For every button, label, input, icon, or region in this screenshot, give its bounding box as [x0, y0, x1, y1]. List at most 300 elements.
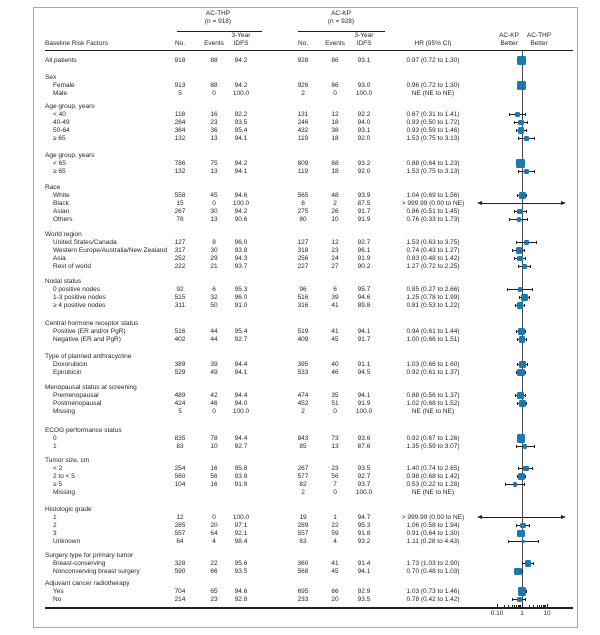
thp-no: 15: [176, 200, 184, 207]
row-label: Breast-conserving: [53, 560, 106, 567]
thp-idfs: 93.7: [234, 263, 248, 270]
kp-no: 474: [297, 392, 309, 399]
thp-idfs: 94.3: [234, 255, 248, 262]
kp-no: 360: [297, 560, 309, 567]
axis-minor-tick: [533, 605, 534, 607]
kp-idfs: 93.6: [357, 435, 371, 442]
thp-events: 45: [210, 192, 218, 199]
kp-idfs: 93.5: [357, 465, 371, 472]
thp-events: 64: [210, 530, 218, 537]
row-label: ≥ 4 positive nodes: [53, 302, 106, 309]
thp-events: 88: [210, 82, 218, 89]
hr-ci-text: > 999.99 (0.00 to NE): [401, 514, 465, 521]
kp-idfs: 93.0: [357, 82, 371, 89]
kp-events: 18: [331, 168, 339, 175]
hr-ci-text: 1.53 (0.63 to 3.75): [406, 239, 460, 246]
hr-ci-text: 1.00 (0.66 to 1.51): [406, 336, 460, 343]
kp-idfs: 93.9: [357, 192, 371, 199]
kp-idfs: 100.0: [355, 408, 373, 415]
thp-no: 132: [174, 135, 186, 142]
kp-no: 119: [297, 135, 309, 142]
thp-no: 529: [174, 369, 186, 376]
thp-no: 252: [174, 255, 186, 262]
thp-no: 913: [174, 82, 186, 89]
kp-no: 127: [297, 239, 309, 246]
hr-ci-text: 1.11 (0.28 to 4.43): [406, 538, 460, 545]
column-header-thp-3year: 3-Year: [231, 32, 251, 39]
kp-idfs: 94.1: [357, 568, 371, 575]
kp-no: 246: [297, 119, 309, 126]
hr-ci-text: 1.02 (0.68 to 1.52): [406, 400, 460, 407]
kp-idfs: 87.5: [357, 200, 371, 207]
thp-idfs: 94.4: [234, 392, 248, 399]
kp-no: 557: [297, 530, 309, 537]
kp-events: 39: [331, 294, 339, 301]
kp-no: 233: [297, 596, 309, 603]
hr-ci-text: 1.06 (0.58 to 1.94): [406, 522, 460, 529]
row-label: Asian: [53, 208, 70, 215]
hr-ci-text: 1.53 (0.75 to 3.13): [406, 135, 460, 142]
thp-no: 127: [174, 239, 186, 246]
kp-no: 409: [297, 336, 309, 343]
kp-idfs: 91.9: [357, 255, 371, 262]
kp-no: 275: [297, 208, 309, 215]
thp-events: 29: [210, 255, 218, 262]
kp-idfs: 92.0: [357, 135, 371, 142]
kp-events: 27: [331, 263, 339, 270]
hr-ci-text: 0.81 (0.53 to 1.22): [406, 302, 460, 309]
thp-idfs: 94.2: [234, 57, 248, 64]
thp-idfs: 92.1: [234, 530, 248, 537]
kp-events: 6: [333, 286, 337, 293]
section-header: Surgery type for primary tumor: [45, 552, 134, 559]
thp-no: 557: [174, 530, 186, 537]
kp-no: 85: [299, 443, 307, 450]
section-header: Sex: [45, 74, 57, 81]
row-label: Yes: [53, 588, 64, 595]
hr-ci-text: 0.92 (0.67 to 1.26): [406, 435, 460, 442]
kp-idfs: 93.7: [357, 481, 371, 488]
thp-no: 704: [174, 588, 186, 595]
thp-no: 918: [174, 57, 186, 64]
hr-ci-text: 0.53 (0.22 to 1.28): [406, 481, 460, 488]
thp-no: 317: [174, 247, 186, 254]
row-label: < 2: [53, 465, 63, 472]
row-label: 40-49: [53, 119, 70, 126]
kp-no: 256: [297, 255, 309, 262]
column-header-thp-events: Events: [204, 40, 224, 47]
thp-no: 516: [174, 328, 186, 335]
thp-no: 311: [174, 302, 186, 309]
section-header: Nodal status: [45, 278, 82, 285]
thp-idfs: 93.8: [234, 247, 248, 254]
kp-events: 18: [331, 135, 339, 142]
axis-minor-tick: [504, 605, 505, 607]
thp-no: 267: [174, 208, 186, 215]
kp-no: 568: [297, 568, 309, 575]
kp-idfs: 91.4: [357, 560, 371, 567]
kp-events: 38: [331, 127, 339, 134]
axis-major-tick: [547, 604, 548, 608]
kp-no: 131: [297, 111, 309, 118]
axis-minor-tick: [508, 605, 509, 607]
thp-no: 328: [174, 560, 186, 567]
kp-events: 48: [331, 192, 339, 199]
kp-idfs: 93.2: [357, 160, 371, 167]
hr-ci-text: 0.74 (0.43 to 1.27): [406, 247, 460, 254]
kp-idfs: 92.9: [357, 588, 371, 595]
kp-idfs: 96.1: [357, 247, 371, 254]
better-label-left-line1: AC-KP: [499, 32, 519, 39]
group-header-ac-kp: AC-KP: [331, 10, 351, 17]
kp-events: 10: [331, 216, 339, 223]
kp-no: 289: [297, 522, 309, 529]
kp-events: 41: [331, 560, 339, 567]
kp-idfs: 92.7: [357, 473, 371, 480]
section-header: Adjuvant cancer radiotherapy: [45, 580, 130, 587]
row-label: < 65: [53, 160, 66, 167]
thp-events: 13: [210, 168, 218, 175]
kp-events: 1: [333, 514, 337, 521]
row-label: Male: [53, 90, 68, 97]
thp-events: 39: [210, 361, 218, 368]
row-label: Rest of world: [53, 263, 91, 270]
thp-events: 30: [210, 208, 218, 215]
axis-major-tick: [522, 604, 523, 608]
hr-ci-text: 0.93 (0.50 to 1.72): [406, 119, 460, 126]
row-label: Asia: [53, 255, 66, 262]
thp-idfs: 94.1: [234, 135, 248, 142]
hr-ci-text: 0.70 (0.48 to 1.03): [406, 568, 460, 575]
hr-ci-text: 0.97 (0.72 to 1.30): [406, 57, 460, 64]
hr-ci-text: 0.67 (0.31 to 1.41): [406, 111, 460, 118]
thp-events: 44: [210, 328, 218, 335]
thp-events: 56: [210, 473, 218, 480]
thp-idfs: 94.6: [234, 588, 248, 595]
hr-ci-text: 0.83 (0.48 to 1.42): [406, 255, 460, 262]
row-label: 3: [53, 530, 57, 537]
kp-idfs: 91.7: [357, 336, 371, 343]
row-label: 1-3 positive nodes: [53, 294, 106, 301]
thp-events: 20: [210, 522, 218, 529]
axis-tick-label: 10: [543, 610, 551, 617]
kp-idfs: 94.7: [357, 514, 371, 521]
kp-events: 41: [331, 328, 339, 335]
row-label: Western Europe/Australia/New Zealand: [53, 247, 168, 254]
kp-no: 809: [297, 160, 309, 167]
column-header-baseline: Baseline Risk Factors: [45, 40, 108, 47]
kp-idfs: 93.1: [357, 127, 371, 134]
kp-events: 45: [331, 568, 339, 575]
thp-events: 21: [210, 263, 218, 270]
thp-idfs: 94.0: [234, 400, 248, 407]
kp-no: 452: [297, 400, 309, 407]
kp-no: 80: [299, 216, 307, 223]
kp-idfs: 91.1: [357, 361, 371, 368]
row-label: < 40: [53, 111, 66, 118]
column-header-kp-idfs: IDFS: [356, 40, 372, 47]
hr-ci-text: 0.98 (0.68 to 1.42): [406, 473, 460, 480]
thp-idfs: 92.8: [234, 596, 248, 603]
section-header: ECOG performance status: [45, 427, 122, 434]
thp-events: 8: [212, 239, 216, 246]
thp-no: 489: [174, 392, 186, 399]
thp-events: 13: [210, 135, 218, 142]
thp-no: 285: [174, 522, 186, 529]
thp-no: 104: [174, 481, 186, 488]
hr-ci-text: 1.53 (0.75 to 3.13): [406, 168, 460, 175]
thp-no: 254: [174, 465, 186, 472]
thp-no: 424: [174, 400, 186, 407]
row-label: Postmenopausal: [53, 400, 102, 407]
kp-no: 63: [299, 538, 307, 545]
row-label: Negative (ER and PgR): [53, 336, 121, 343]
kp-no: 19: [299, 514, 307, 521]
kp-no: 928: [297, 57, 309, 64]
row-label: All patients: [45, 57, 77, 64]
kp-events: 22: [331, 522, 339, 529]
thp-no: 83: [176, 443, 184, 450]
thp-idfs: 93.9: [234, 473, 248, 480]
section-header: Histologic grade: [45, 506, 92, 513]
kp-no: 533: [297, 369, 309, 376]
thp-idfs: 90.6: [234, 216, 248, 223]
section-header: Race: [45, 184, 61, 191]
thp-idfs: 95.4: [234, 127, 248, 134]
hr-ci-text: 1.04 (0.69 to 1.56): [406, 192, 460, 199]
thp-events: 46: [210, 400, 218, 407]
column-header-kp-3year: 3-Year: [354, 32, 374, 39]
thp-no: 560: [174, 473, 186, 480]
hr-ci-text: 1.25 (0.78 to 1.99): [406, 294, 460, 301]
kp-no: 316: [297, 302, 309, 309]
thp-no: 389: [174, 361, 186, 368]
hr-ci-text: 0.76 (0.33 to 1.73): [406, 216, 460, 223]
thp-no: 92: [176, 286, 184, 293]
thp-events: 4: [212, 538, 216, 545]
kp-events: 26: [331, 208, 339, 215]
kp-idfs: 95.3: [357, 522, 371, 529]
kp-idfs: 90.2: [357, 263, 371, 270]
row-label: No: [53, 596, 62, 603]
row-label: 50-64: [53, 127, 70, 134]
kp-no: 395: [297, 361, 309, 368]
row-label: Female: [53, 82, 75, 89]
row-label: Doxorubicin: [53, 361, 88, 368]
thp-events: 88: [210, 57, 218, 64]
kp-events: 86: [331, 82, 339, 89]
thp-events: 6: [212, 286, 216, 293]
kp-idfs: 93.2: [357, 538, 371, 545]
kp-no: 565: [297, 192, 309, 199]
column-header-thp-no: No.: [174, 40, 186, 47]
thp-idfs: 100.0: [232, 408, 250, 415]
kp-no: 267: [297, 465, 309, 472]
better-label-right-line2: Better: [530, 40, 548, 47]
hr-ci-text: 1.35 (0.59 to 3.07): [406, 443, 460, 450]
thp-no: 5: [178, 90, 182, 97]
row-label: Epirubicin: [53, 369, 82, 376]
thp-idfs: 95.6: [234, 560, 248, 567]
thp-events: 23: [210, 119, 218, 126]
hr-ci-text: 0.91 (0.64 to 1.30): [406, 530, 460, 537]
row-label: 1: [53, 514, 57, 521]
thp-events: 10: [210, 443, 218, 450]
better-label-right-line1: AC-THP: [526, 32, 552, 39]
thp-no: 284: [174, 119, 186, 126]
kp-events: 68: [331, 160, 339, 167]
hr-ci-text: 0.86 (0.51 to 1.45): [406, 208, 460, 215]
kp-events: 24: [331, 255, 339, 262]
kp-events: 13: [331, 443, 339, 450]
row-label: Others: [53, 216, 73, 223]
thp-no: 222: [174, 263, 186, 270]
group-header-ac-thp: AC-THP: [205, 10, 231, 17]
hr-ci-text: 0.94 (0.61 to 1.44): [406, 328, 460, 335]
hr-ci-text: 0.92 (0.61 to 1.37): [406, 369, 460, 376]
thp-no: 132: [174, 168, 186, 175]
kp-events: 41: [331, 302, 339, 309]
kp-no: 227: [297, 263, 309, 270]
thp-no: 515: [174, 294, 186, 301]
kp-no: 82: [299, 481, 307, 488]
thp-events: 44: [210, 336, 218, 343]
thp-no: 64: [176, 538, 184, 545]
kp-no: 96: [299, 286, 307, 293]
hr-ci-text: 1.03 (0.73 to 1.46): [406, 588, 460, 595]
kp-events: 35: [331, 392, 339, 399]
thp-events: 36: [210, 127, 218, 134]
thp-events: 16: [210, 481, 218, 488]
thp-idfs: 94.2: [234, 208, 248, 215]
kp-idfs: 91.9: [357, 216, 371, 223]
thp-no: 384: [174, 127, 186, 134]
kp-idfs: 94.1: [357, 392, 371, 399]
kp-idfs: 94.1: [357, 328, 371, 335]
kp-events: 45: [331, 336, 339, 343]
kp-events: 18: [331, 119, 339, 126]
row-label: 2 to < 5: [53, 473, 75, 480]
thp-events: 16: [210, 465, 218, 472]
kp-events: 40: [331, 361, 339, 368]
kp-events: 56: [331, 473, 339, 480]
kp-events: 0: [333, 408, 337, 415]
kp-idfs: 89.8: [357, 302, 371, 309]
kp-no: 8: [301, 200, 305, 207]
kp-events: 23: [331, 247, 339, 254]
row-label: 2: [53, 522, 57, 529]
hr-ci-text: 0.88 (0.64 to 1.23): [406, 160, 460, 167]
kp-no: 2: [301, 408, 305, 415]
thp-idfs: 100.0: [232, 514, 250, 521]
group-n-ac-kp: (n = 928): [327, 18, 355, 25]
thp-no: 786: [174, 160, 186, 167]
section-header: Age group, years: [45, 103, 95, 110]
kp-idfs: 92.2: [357, 111, 371, 118]
hr-ci-text: 1.03 (0.66 to 1.60): [406, 361, 460, 368]
thp-events: 0: [212, 200, 216, 207]
thp-idfs: 96.0: [234, 239, 248, 246]
thp-idfs: 96.0: [234, 294, 248, 301]
column-header-kp-no: No.: [297, 40, 309, 47]
hr-ci-text: NE (NE to NE): [411, 408, 455, 415]
kp-idfs: 94.0: [357, 119, 371, 126]
thp-events: 0: [212, 90, 216, 97]
hr-ci-text: 0.78 (0.42 to 1.42): [406, 596, 460, 603]
thp-idfs: 91.9: [234, 481, 248, 488]
thp-events: 16: [210, 111, 218, 118]
thp-idfs: 94.6: [234, 192, 248, 199]
kp-events: 0: [333, 90, 337, 97]
kp-idfs: 91.9: [357, 400, 371, 407]
kp-idfs: 95.7: [357, 286, 371, 293]
kp-events: 51: [331, 400, 339, 407]
thp-no: 402: [174, 336, 186, 343]
thp-idfs: 100.0: [232, 200, 250, 207]
kp-events: 73: [331, 435, 339, 442]
section-header: Menopausal status at screening: [45, 384, 137, 391]
thp-events: 32: [210, 294, 218, 301]
hr-ci-text: NE (NE to NE): [411, 489, 455, 496]
row-label: ≥ 65: [53, 135, 66, 142]
better-label-left-line2: Better: [500, 40, 518, 47]
thp-no: 5: [178, 408, 182, 415]
thp-idfs: 94.2: [234, 82, 248, 89]
thp-events: 66: [210, 568, 218, 575]
thp-events: 0: [212, 408, 216, 415]
row-label: 1: [53, 443, 57, 450]
axis-minor-tick: [514, 605, 515, 607]
kp-no: 2: [301, 90, 305, 97]
section-header: Age group, years: [45, 152, 95, 159]
row-label: Missing: [53, 489, 76, 496]
hr-ci-text: 0.93 (0.59 to 1.46): [406, 127, 460, 134]
thp-idfs: 95.4: [234, 328, 248, 335]
kp-events: 12: [331, 239, 339, 246]
section-header: Type of planned anthracycline: [45, 353, 132, 360]
hr-ci-text: 0.85 (0.27 to 2.66): [406, 286, 460, 293]
kp-events: 2: [333, 200, 337, 207]
kp-events: 66: [331, 588, 339, 595]
thp-no: 118: [174, 111, 186, 118]
kp-idfs: 100.0: [355, 90, 373, 97]
axis-minor-tick: [529, 605, 530, 607]
row-label: Black: [53, 200, 69, 207]
axis-tick-label: 0.10: [490, 610, 504, 617]
thp-events: 49: [210, 369, 218, 376]
kp-idfs: 94.5: [357, 369, 371, 376]
kp-idfs: 92.7: [357, 239, 371, 246]
kp-no: 926: [297, 82, 309, 89]
thp-idfs: 94.4: [234, 361, 248, 368]
axis-major-tick: [497, 604, 498, 608]
thp-events: 22: [210, 560, 218, 567]
thp-idfs: 95.3: [234, 286, 248, 293]
row-label: ≥ 65: [53, 168, 66, 175]
kp-idfs: 91.7: [357, 208, 371, 215]
kp-no: 519: [297, 328, 309, 335]
kp-idfs: 92.0: [357, 168, 371, 175]
row-label: 0 positive nodes: [53, 286, 100, 293]
kp-idfs: 94.6: [357, 294, 371, 301]
thp-events: 23: [210, 596, 218, 603]
thp-idfs: 97.1: [234, 522, 248, 529]
kp-no: 516: [297, 294, 309, 301]
thp-idfs: 92.2: [234, 111, 248, 118]
row-label: Nonconserving breast surgery: [53, 568, 140, 575]
kp-no: 695: [297, 588, 309, 595]
hr-ci-text: 0.88 (0.56 to 1.37): [406, 392, 460, 399]
